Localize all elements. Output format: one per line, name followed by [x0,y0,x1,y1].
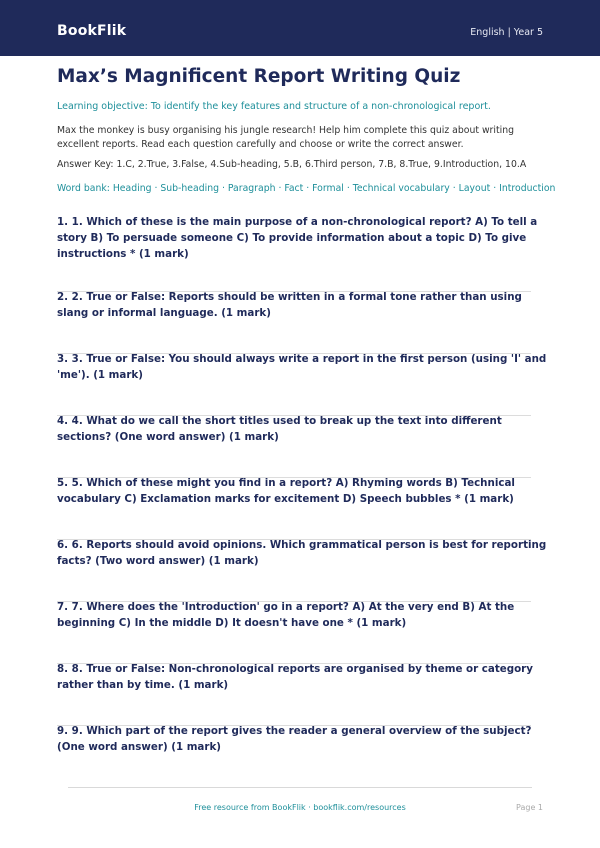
question-1: 1. 1. Which of these is the main purpose of a non-chronological report? A) To tell a story B) To persuade someone C) To provide information about a topic D) To give instructions * (1 mark) [57,216,538,260]
subject-label: English | Year 5 [470,27,543,38]
learning-objective: Learning objective: To identify the key features and structure of a non-chronological report. [57,101,491,112]
question-3: 3. 3. True or False: You should always write a report in the first person (using 'I' and 'me'). (1 mark) [57,353,547,381]
brand-logo[interactable]: BookFlik [57,23,127,39]
question-7: 7. 7. Where does the 'Introduction' go in a report? A) At the very end B) At the beginning C) In the middle D) It doesn't have one * (1 mark) [57,601,515,629]
footer-credit-link[interactable]: Free resource from BookFlik · bookflik.com/resources [194,803,406,812]
question-9: 9. 9. Which part of the report gives the reader a general overview of the subject? (One word answer) (1 mark) [57,725,532,753]
page-number: Page 1 [516,803,543,812]
question-2: 2. 2. True or False: Reports should be written in a formal tone rather than using slang or informal language. (1 mark) [57,291,522,319]
page-title: Max’s Magnificent Report Writing Quiz [57,66,461,87]
question-4: 4. 4. What do we call the short titles used to break up the text into different sections? (One word answer) (1 mark) [57,415,502,443]
question-6: 6. 6. Reports should avoid opinions. Which grammatical person is best for reporting facts? (Two word answer) (1 mark) [57,539,547,567]
header-bar [0,0,600,56]
word-bank: Word bank: Heading · Sub-heading · Paragraph · Fact · Formal · Technical vocabulary · Layout · Introduction [57,183,556,194]
intro-text: Max the monkey is busy organising his jungle research! Help him complete this quiz about writing excellent reports. Read each question carefully and choose or write the correct answer. [57,125,514,150]
question-8: 8. 8. True or False: Non-chronological reports are organised by theme or category rather than by time. (1 mark) [57,663,533,691]
question-5: 5. 5. Which of these might you find in a report? A) Rhyming words B) Technical vocabulary C) Exclamation marks for excitement D) Speech bubbles * (1 mark) [57,477,515,505]
answer-key: Answer Key: 1.C, 2.True, 3.False, 4.Sub-heading, 5.B, 6.Third person, 7.B, 8.True, 9.Introduction, 10.A [57,159,527,170]
footer-divider [68,787,532,788]
